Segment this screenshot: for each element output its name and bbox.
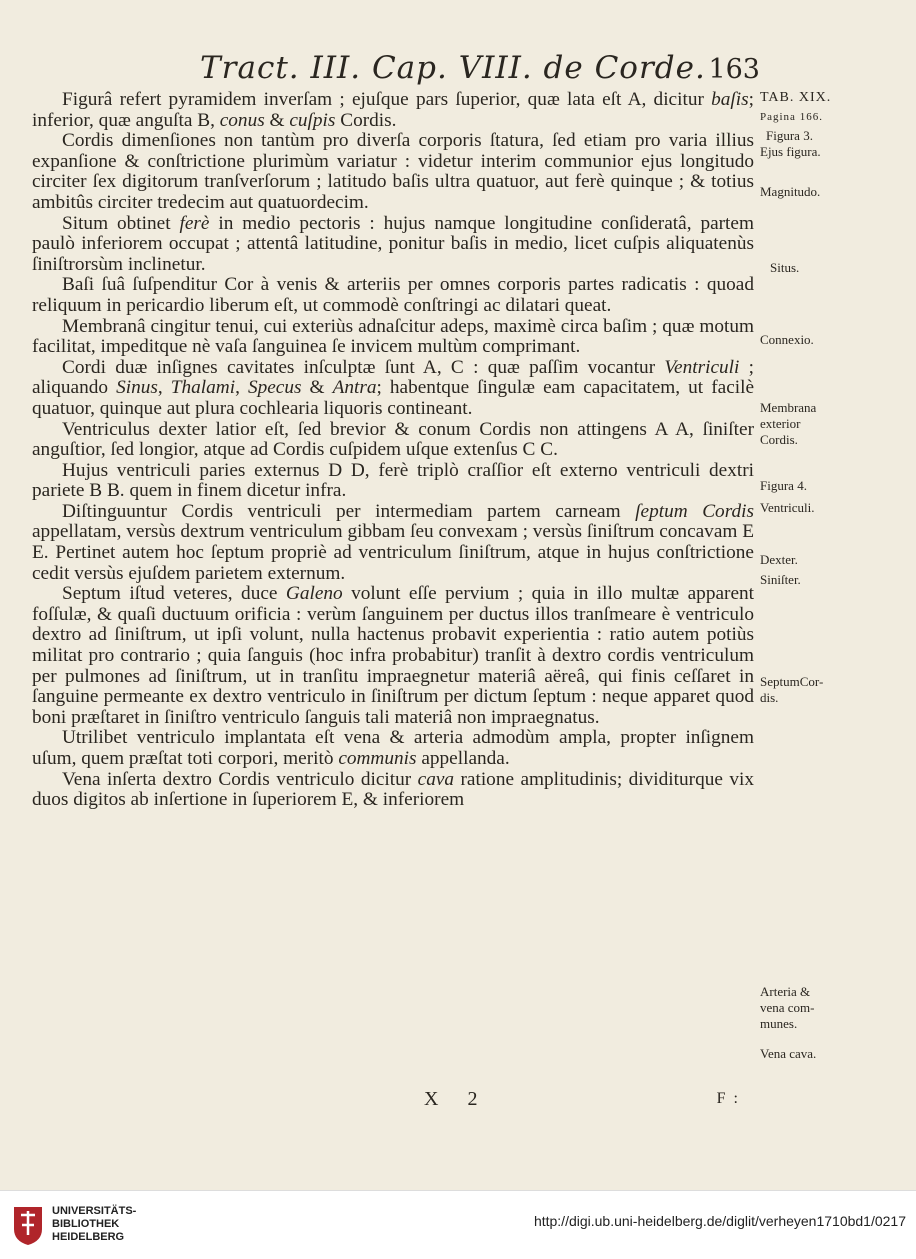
paragraph <box>32 728 754 769</box>
text-run: & <box>301 377 333 399</box>
paragraph <box>32 770 754 811</box>
italic-term: cava <box>417 768 455 790</box>
viewer-bottom-bar <box>0 1190 916 1259</box>
italic-term: baſis <box>711 89 749 110</box>
catchword: F : <box>716 1090 740 1107</box>
paragraph <box>32 461 754 502</box>
paragraph <box>32 420 754 461</box>
text-run: Hujus ventriculi paries externus D D, ferè triplò craſſior eſt externo ventriculi dextri pariete B B. quem in finem dicetur infra. <box>32 459 754 502</box>
italic-term: Thalami <box>170 377 236 399</box>
paragraph <box>32 275 754 316</box>
italic-term: ſeptum Cordis <box>635 500 754 522</box>
text-run: Baſi ſuâ ſuſpenditur Cor à venis & arteriis per omnes corporis partes radicatis : quoad reliquum in pericardio liberum eſt, ut commodè conſtringi ac dilatari queat. <box>32 274 754 316</box>
italic-term: Galeno <box>285 583 343 605</box>
paragraph <box>32 317 754 358</box>
paragraph <box>32 214 754 276</box>
text-run: ratione amplitudinis; dividiturque vix duos digitos ab inſertione in ſuperiorem E, & inferiorem <box>32 768 754 811</box>
text-run: Membranâ cingitur tenui, cui exteriùs adnaſcitur adeps, maximè circa baſim ; quæ motum facilitat, impeditque nè vaſa ſanguinea ſe invicem multùm comprimant. <box>32 315 754 358</box>
margin-note-arteria: Arteria & <box>760 984 811 999</box>
margin-note-dis: dis. <box>760 690 779 705</box>
text-run: appellatam, versùs dextrum ventriculum gibbam ſeu convexam ; versùs ſiniſtrum concavam E E. Pertinet autem hoc ſeptum propriè ad ventriculum ſiniſtrum, atque in hujus conſtrictione cedit versùs ejuſdem parietem externum. <box>32 521 754 584</box>
text-run: in medio pectoris : hujus namque longitudine conſideratâ, partem paulò inferiorem occupat ; attentâ latitudine, ponitur baſis in medio, licet cuſpis aliquatenùs ſiniſtrorsùm inclinetur. <box>32 212 754 275</box>
text-run: & <box>264 109 290 131</box>
margin-note-situs: Situs. <box>770 260 800 275</box>
text-run: Vena inſerta dextro Cordis ventriculo dicitur <box>62 768 418 790</box>
text-run: ; aliquando <box>32 356 754 399</box>
text-run: , <box>157 377 171 399</box>
paragraph <box>32 358 754 420</box>
margin-note-pagina: Pagina 166. <box>760 111 823 123</box>
text-run: Cordis dimenſiones non tantùm pro diverſa corporis ſtatura, ſed etiam pro varia illius expanſione & conſtrictione plurimùm variatur : videtur interim communior ejus longitudo circiter ſex digitorum tranſverſorum ; latitudo baſis ultra quatuor, aut ferè quinque ; & totius ambitûs circiter tredecim aut quatuordecim. <box>32 130 754 213</box>
logo-line: HEIDELBERG <box>52 1231 125 1243</box>
text-run: ; habentque ſingulæ eam capacitatem, ut facilè quatuor, quinque aut plura cochlearia liquoris contineant. <box>32 377 755 419</box>
text-run: , <box>235 377 248 399</box>
italic-term: cuſpis <box>289 109 336 131</box>
text-run: Ventriculus dexter latior eſt, ſed brevior & conum Cordis non attingens A A, ſiniſter anguſtior, ſed longior, atque ad Cordis cuſpidem uſque extenſus C C. <box>32 418 754 461</box>
italic-term: Antra <box>332 377 377 399</box>
paragraph <box>32 584 754 728</box>
text-run: volunt eſſe pervium ; quia in illo multæ apparent foſſulæ, & quaſi ductuum orificia : verùm ſanguinem per ductus illos tranſmeare è ventriculo dextro ad ſiniſtrum, ut ipſi volunt, nulla hactenus probavit experientia : ratio autem potiùs militat pro contrario ; quia ſanguis (hoc infra probabitur) tranſit à dextro cordis ventriculum per pulmones ad ſiniſtrum, ut in tranſitu impraegnetur materiâ aëreâ, qui finis ceſſaret in ſanguine permeante ex dextro ventriculo in ſiniſtrum per dictum ſeptum : neque apparet quod boni præſtaret in ſiniſtro ventriculo ſanguis tali materiâ non impraegnatus. <box>32 583 755 728</box>
margin-note-dexter: Dexter. <box>760 552 798 567</box>
text-run: Utrilibet ventriculo implantata eſt vena & arteria admodùm ampla, propter inſignem uſum, quem præſtat toti corpori, meritò <box>32 727 754 769</box>
margin-note-munes: munes. <box>760 1016 798 1031</box>
page-footer <box>32 1088 754 1114</box>
margin-note-sinister: Siniſter. <box>760 572 801 587</box>
running-title: Tract. III. Cap. VIII. de Corde. <box>200 50 706 86</box>
text-run: Cordis. <box>335 109 397 131</box>
source-url-link[interactable]: http://digi.ub.uni-heidelberg.de/diglit/verheyen1710bd1/0217 <box>533 1213 906 1229</box>
margin-note-exterior: exterior <box>760 416 801 431</box>
margin-note-membrana: Membrana <box>760 400 817 415</box>
margin-note-connexio: Connexio. <box>760 332 814 347</box>
margin-note-septum-cordis: SeptumCor- <box>760 674 824 689</box>
italic-term: ferè <box>179 212 210 234</box>
margin-note-vena-com: vena com- <box>760 1000 815 1015</box>
margin-note-figura-4: Figura 4. <box>760 478 807 493</box>
text-run: Situm obtinet <box>62 212 180 234</box>
italic-term: Specus <box>247 377 302 399</box>
body-text <box>32 90 754 811</box>
logo-line: BIBLIOTHEK <box>52 1218 120 1230</box>
margin-note-ventriculi: Ventriculi. <box>760 500 815 515</box>
paragraph <box>32 502 754 584</box>
text-run: Cordi duæ inſignes cavitates inſculptæ ſunt A, C : quæ paſſim vocantur <box>62 356 665 378</box>
text-run: Diſtinguuntur Cordis ventriculi per intermediam partem carneam <box>62 500 636 522</box>
text-run: Figurâ refert pyramidem inverſam ; ejuſque pars ſuperior, quæ lata eſt A, dicitur <box>62 89 712 110</box>
margin-note-tab: TAB. XIX. <box>760 90 832 105</box>
logo-line: UNIVERSITÄTS- <box>52 1205 137 1217</box>
text-run: Septum iſtud veteres, duce <box>62 583 286 605</box>
margin-note-magnitudo: Magnitudo. <box>760 184 821 199</box>
text-run: appellanda. <box>416 748 510 769</box>
italic-term: Sinus <box>116 377 158 399</box>
margin-note-vena-cava: Vena cava. <box>760 1046 817 1061</box>
signature-mark: X 2 <box>424 1088 490 1110</box>
paragraph <box>32 90 754 131</box>
italic-term: conus <box>219 109 265 131</box>
library-logo-text <box>52 1205 136 1244</box>
italic-term: communis <box>338 748 417 769</box>
page-header <box>200 50 760 90</box>
margin-note-figura-3: Figura 3. <box>766 128 813 143</box>
italic-term: Ventriculi <box>664 356 740 378</box>
page-number: 163 <box>708 54 760 85</box>
university-seal-icon <box>12 1203 44 1247</box>
margin-note-ejus-figura: Ejus figura. <box>760 144 821 159</box>
paragraph <box>32 131 754 213</box>
margin-note-cordis: Cordis. <box>760 432 798 447</box>
text-run: ; inferior, quæ anguſta B, <box>32 89 754 131</box>
